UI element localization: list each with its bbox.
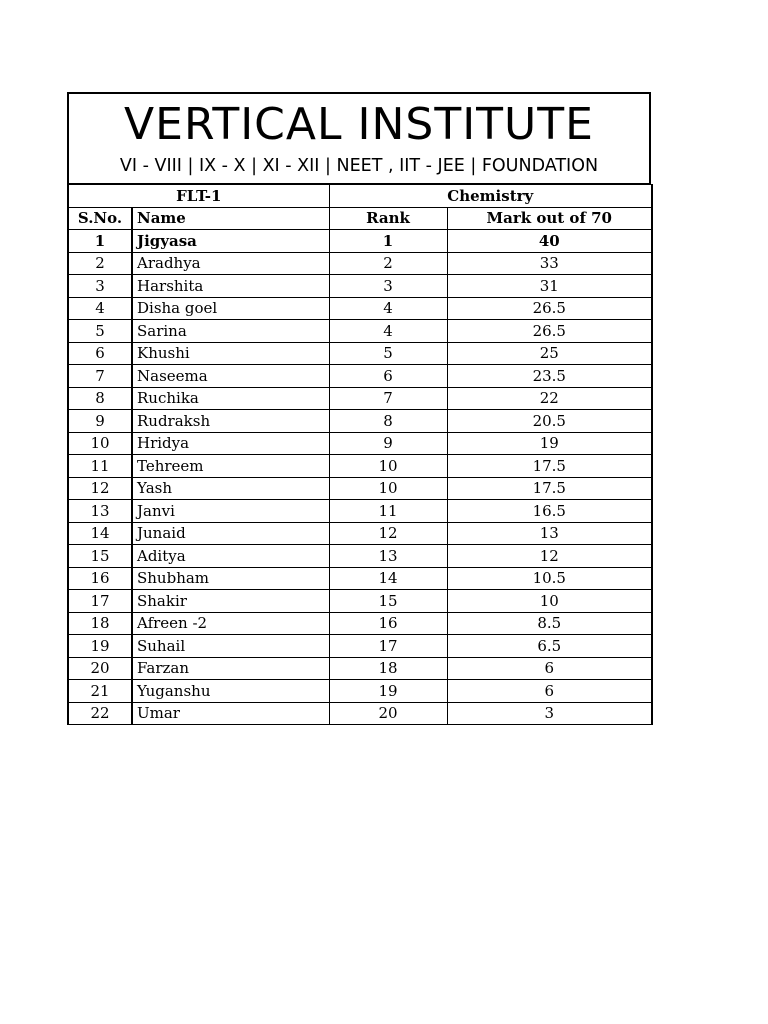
row-name: Khushi: [132, 342, 329, 365]
row-marks: 26.5: [447, 297, 652, 320]
test-subject: Chemistry: [329, 185, 652, 208]
table-row: [68, 230, 652, 253]
row-rank: 20: [329, 702, 447, 725]
row-name: Aditya: [132, 545, 329, 568]
row-sno: 21: [68, 680, 132, 703]
row-rank: 15: [329, 590, 447, 613]
table-row: [68, 612, 652, 635]
row-marks: 10: [447, 590, 652, 613]
row-name: Harshita: [132, 275, 329, 298]
row-rank: 13: [329, 545, 447, 568]
table-row: [68, 432, 652, 455]
row-rank: 2: [329, 252, 447, 275]
institute-subtitle: VI - VIII | IX - X | XI - XII | NEET , IIT - JEE | FOUNDATION: [119, 156, 599, 176]
table-row: [68, 477, 652, 500]
row-rank: 4: [329, 320, 447, 343]
row-marks: 10.5: [447, 567, 652, 590]
column-header-marks: Mark out of 70: [447, 207, 652, 230]
row-sno: 17: [68, 590, 132, 613]
row-name: Aradhya: [132, 252, 329, 275]
row-sno: 1: [68, 230, 132, 253]
row-marks: 12: [447, 545, 652, 568]
row-sno: 12: [68, 477, 132, 500]
results-table: [67, 184, 653, 725]
row-rank: 12: [329, 522, 447, 545]
row-name: Shubham: [132, 567, 329, 590]
row-rank: 10: [329, 455, 447, 478]
row-rank: 9: [329, 432, 447, 455]
row-rank: 18: [329, 657, 447, 680]
row-marks: 20.5: [447, 410, 652, 433]
row-name: Farzan: [132, 657, 329, 680]
row-rank: 1: [329, 230, 447, 253]
institute-banner: [67, 92, 651, 184]
table-row: [68, 410, 652, 433]
table-row: [68, 297, 652, 320]
table-row: [68, 365, 652, 388]
row-name: Yuganshu: [132, 680, 329, 703]
row-marks: 8.5: [447, 612, 652, 635]
table-row: [68, 567, 652, 590]
table-row: [68, 387, 652, 410]
row-rank: 4: [329, 297, 447, 320]
row-rank: 11: [329, 500, 447, 523]
row-name: Sarina: [132, 320, 329, 343]
row-sno: 13: [68, 500, 132, 523]
row-name: Jigyasa: [132, 230, 329, 253]
row-rank: 19: [329, 680, 447, 703]
row-sno: 7: [68, 365, 132, 388]
row-marks: 6.5: [447, 635, 652, 658]
row-rank: 10: [329, 477, 447, 500]
row-marks: 31: [447, 275, 652, 298]
row-name: Shakir: [132, 590, 329, 613]
row-name: Hridya: [132, 432, 329, 455]
row-sno: 10: [68, 432, 132, 455]
row-rank: 3: [329, 275, 447, 298]
results-body: [68, 230, 652, 725]
row-rank: 8: [329, 410, 447, 433]
table-row: [68, 545, 652, 568]
row-marks: 6: [447, 657, 652, 680]
row-rank: 14: [329, 567, 447, 590]
row-rank: 16: [329, 612, 447, 635]
row-sno: 4: [68, 297, 132, 320]
table-row: [68, 275, 652, 298]
row-name: Naseema: [132, 365, 329, 388]
result-sheet: [67, 92, 651, 725]
table-row: [68, 522, 652, 545]
row-marks: 40: [447, 230, 652, 253]
row-sno: 22: [68, 702, 132, 725]
test-info-row: [68, 185, 652, 208]
row-rank: 6: [329, 365, 447, 388]
institute-title: VERTICAL INSTITUTE: [124, 99, 594, 150]
column-header-name: Name: [132, 207, 329, 230]
row-marks: 17.5: [447, 477, 652, 500]
table-row: [68, 320, 652, 343]
row-sno: 2: [68, 252, 132, 275]
row-name: Junaid: [132, 522, 329, 545]
test-name: FLT-1: [68, 185, 329, 208]
row-sno: 11: [68, 455, 132, 478]
column-header-sno: S.No.: [68, 207, 132, 230]
row-sno: 5: [68, 320, 132, 343]
column-header-row: [68, 207, 652, 230]
row-name: Rudraksh: [132, 410, 329, 433]
row-marks: 6: [447, 680, 652, 703]
row-name: Disha goel: [132, 297, 329, 320]
row-marks: 26.5: [447, 320, 652, 343]
row-sno: 19: [68, 635, 132, 658]
row-marks: 16.5: [447, 500, 652, 523]
table-row: [68, 680, 652, 703]
row-sno: 6: [68, 342, 132, 365]
row-name: Ruchika: [132, 387, 329, 410]
row-name: Tehreem: [132, 455, 329, 478]
table-row: [68, 342, 652, 365]
row-marks: 3: [447, 702, 652, 725]
row-marks: 19: [447, 432, 652, 455]
table-row: [68, 657, 652, 680]
table-row: [68, 500, 652, 523]
table-row: [68, 635, 652, 658]
row-name: Umar: [132, 702, 329, 725]
row-name: Janvi: [132, 500, 329, 523]
table-row: [68, 455, 652, 478]
table-row: [68, 702, 652, 725]
row-marks: 33: [447, 252, 652, 275]
row-sno: 14: [68, 522, 132, 545]
row-marks: 17.5: [447, 455, 652, 478]
row-rank: 17: [329, 635, 447, 658]
row-name: Yash: [132, 477, 329, 500]
row-sno: 15: [68, 545, 132, 568]
row-marks: 25: [447, 342, 652, 365]
row-marks: 23.5: [447, 365, 652, 388]
row-sno: 8: [68, 387, 132, 410]
column-header-rank: Rank: [329, 207, 447, 230]
row-marks: 22: [447, 387, 652, 410]
row-sno: 9: [68, 410, 132, 433]
row-rank: 7: [329, 387, 447, 410]
table-row: [68, 590, 652, 613]
table-row: [68, 252, 652, 275]
row-sno: 18: [68, 612, 132, 635]
row-marks: 13: [447, 522, 652, 545]
row-sno: 16: [68, 567, 132, 590]
row-name: Suhail: [132, 635, 329, 658]
row-sno: 3: [68, 275, 132, 298]
row-rank: 5: [329, 342, 447, 365]
row-sno: 20: [68, 657, 132, 680]
row-name: Afreen -2: [132, 612, 329, 635]
